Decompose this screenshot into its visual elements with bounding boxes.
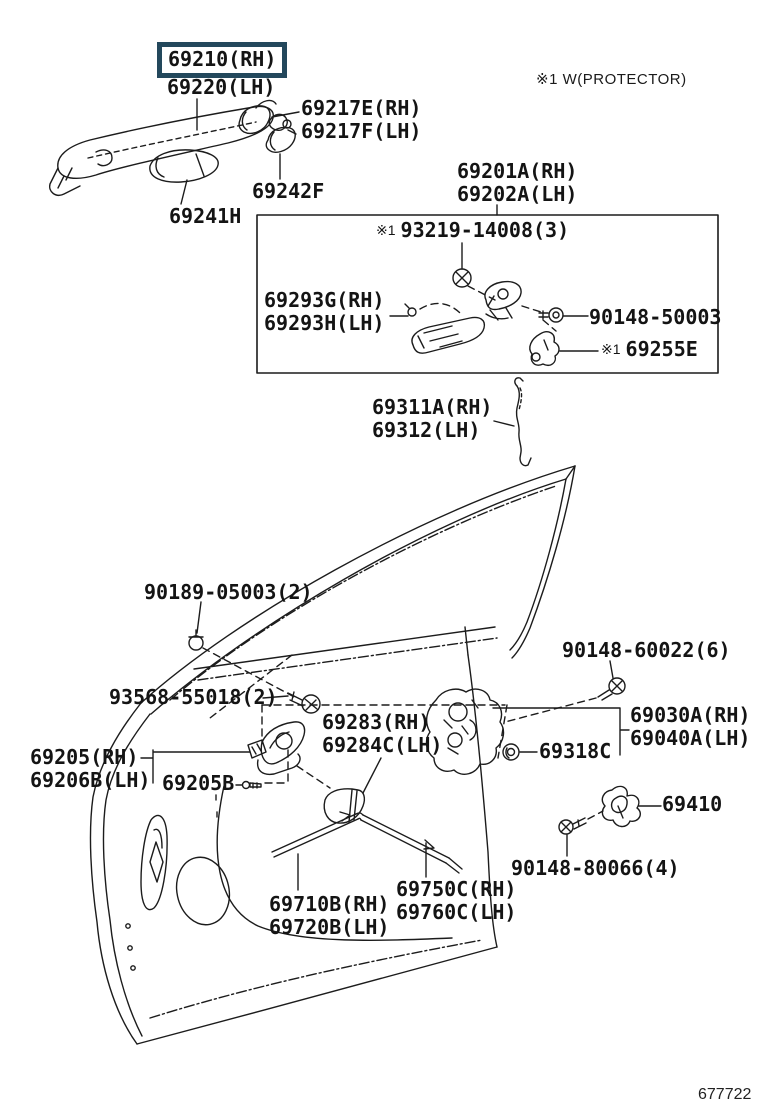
part-label-90148-50003[interactable]: 90148-50003 [589, 305, 722, 329]
part-label-90148-80066[interactable]: 90148-80066(4) [511, 856, 680, 880]
part-number: 69201A(RH) [457, 159, 578, 183]
part-label-90189[interactable]: 90189-05003(2) [144, 580, 313, 604]
part-label-93568[interactable]: 93568-55018(2) [109, 685, 278, 709]
part-label-69283[interactable] [322, 711, 442, 757]
frame-subassembly-drawing [405, 269, 563, 365]
part-number: 69040A(LH) [630, 726, 751, 750]
part-number: 69202A(LH) [457, 182, 578, 206]
part-number: 93219-14008(3) [400, 218, 570, 242]
part-label-69293[interactable] [264, 289, 384, 335]
part-label-69030a[interactable] [630, 704, 750, 750]
striker-drawing [602, 786, 640, 826]
part-number: 69311A(RH) [372, 395, 493, 419]
part-label-69242f[interactable]: 69242F [252, 179, 325, 203]
part-number: 69710B(RH) [269, 892, 390, 916]
cables-drawing [272, 812, 462, 873]
highlighted-part-label-69210[interactable] [157, 42, 287, 78]
note-ref-marker: ※1 [376, 222, 396, 238]
part-label-93219[interactable] [376, 219, 569, 242]
part-number: 69720B(LH) [269, 915, 390, 939]
part-number: 69284C(LH) [322, 733, 443, 757]
part-label-69311a[interactable] [372, 396, 492, 442]
part-number: 69217E(RH) [301, 96, 422, 120]
part-number: 69312(LH) [372, 418, 481, 442]
drawing-number: 677722 [698, 1086, 752, 1103]
part-label-69410[interactable]: 69410 [662, 792, 723, 816]
part-number: 69283(RH) [322, 710, 431, 734]
inside-handle-drawing [248, 722, 305, 774]
part-label-69205[interactable] [30, 746, 150, 792]
part-label-69201a[interactable] [457, 160, 577, 206]
part-number: 69217F(LH) [301, 119, 422, 143]
part-label-69255e[interactable] [601, 338, 698, 361]
part-number: 69760C(LH) [396, 900, 517, 924]
part-number: 69206B(LH) [30, 768, 151, 792]
part-number: 69205(RH) [30, 745, 139, 769]
part-label-69241h[interactable]: 69241H [169, 204, 242, 228]
part-label-69217[interactable] [301, 97, 421, 143]
note-ref-marker: ※1 [601, 341, 621, 357]
part-number: 69750C(RH) [396, 877, 517, 901]
part-label-69710b[interactable] [269, 893, 389, 939]
part-label-69220[interactable]: 69220(LH) [167, 75, 276, 99]
part-label-90148-60022[interactable]: 90148-60022(6) [562, 638, 731, 662]
part-number: 69030A(RH) [630, 703, 751, 727]
part-number: 69210(RH) [168, 47, 277, 71]
part-number: 69293G(RH) [264, 288, 385, 312]
part-label-69318c[interactable]: 69318C [539, 739, 612, 763]
part-label-69750c[interactable] [396, 878, 516, 924]
part-number: 69293H(LH) [264, 311, 385, 335]
part-label-69205b[interactable]: 69205B [162, 771, 235, 795]
part-number: 69255E [625, 337, 698, 361]
rod-drawing [515, 378, 531, 466]
bezel-drawing [324, 789, 364, 823]
protector-note: ※1 W(PROTECTOR) [536, 71, 687, 88]
